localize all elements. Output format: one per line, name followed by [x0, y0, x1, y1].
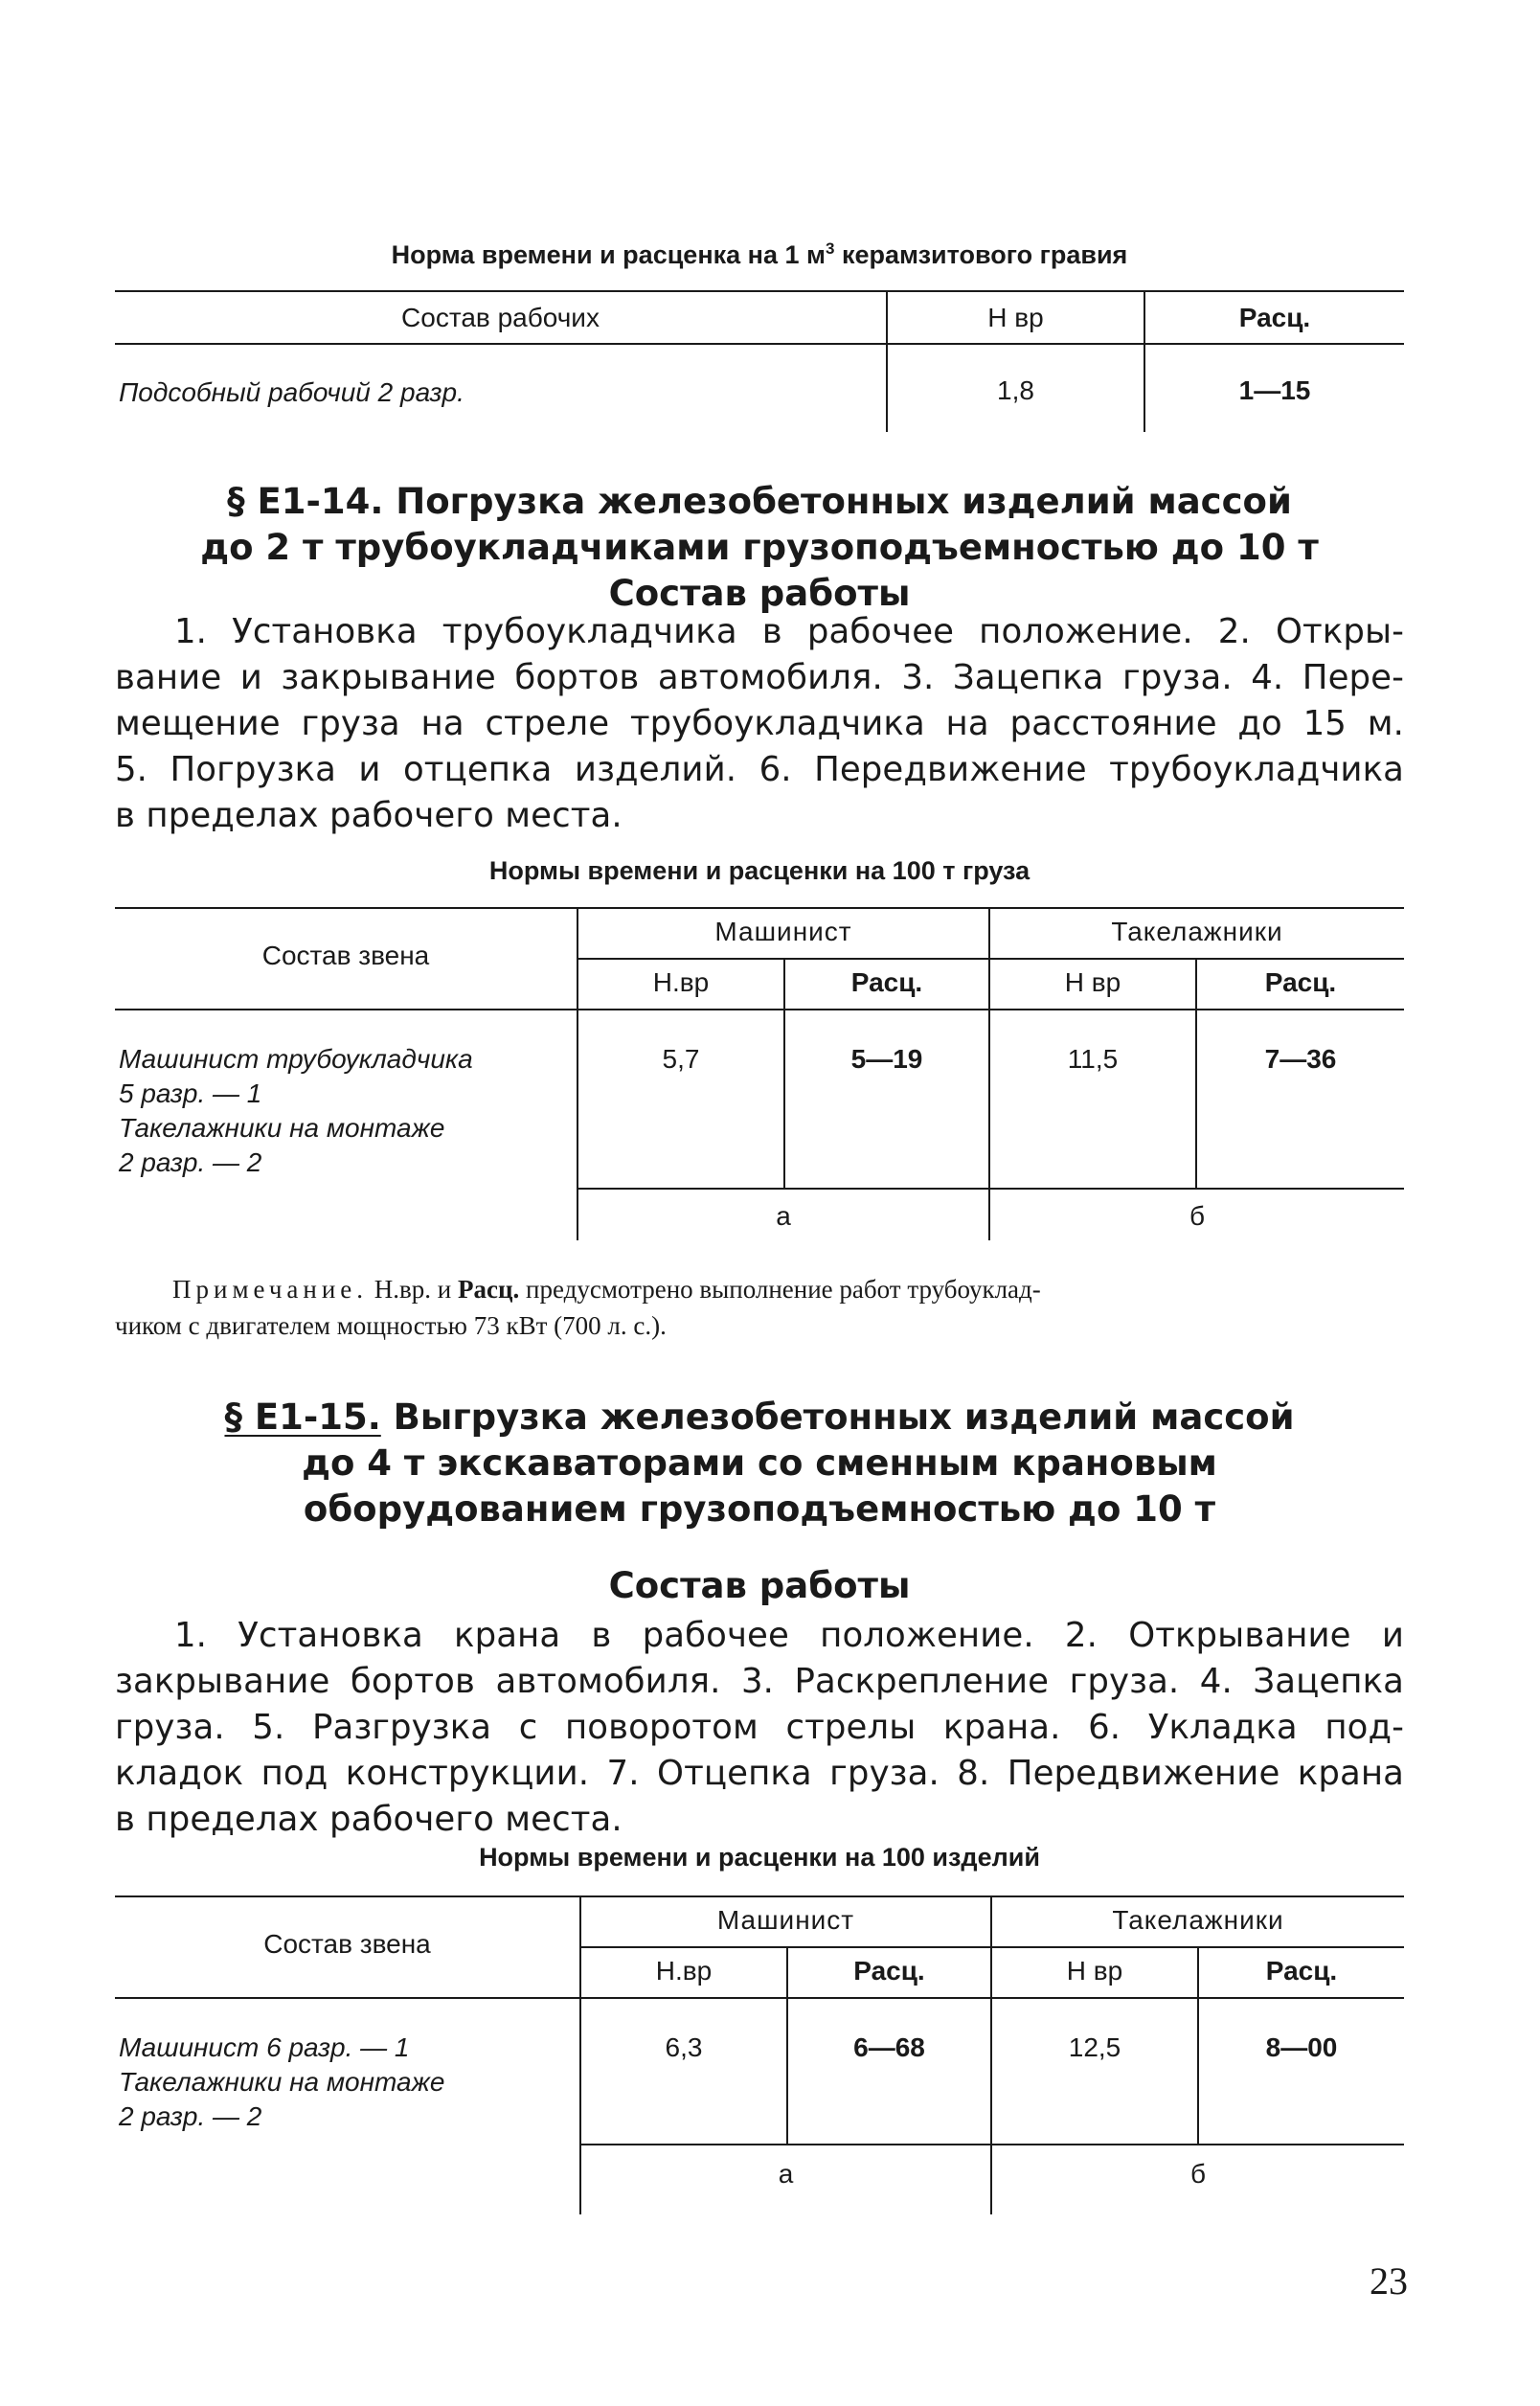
table3-value: 12,5 [1068, 2032, 1121, 2062]
table1-header-rule [115, 343, 1404, 345]
table2-sub-time: Н.вр [652, 967, 710, 997]
section15-body [115, 1613, 1404, 1843]
section15-title-line: Выгрузка железобетонных изделий массой [380, 1396, 1295, 1438]
section14-body-line: мещение груза на стреле трубоукладчика на расстояние до 15 м. [115, 704, 1404, 743]
table2-group-operator: Машинист [714, 917, 852, 946]
note-text: Н.вр. и [368, 1275, 458, 1304]
table1-caption: Норма времени и расценка на 1 $м^3$ керамзитового гравия [391, 239, 1128, 269]
section14-body-line: в пределах рабочего места. [115, 796, 623, 835]
section14-body-line: 1. Установка трубоукладчика в рабочее положение. 2. Откры- [174, 612, 1404, 651]
table1-row-time: 1,8 [997, 375, 1034, 405]
section15-title-prefix: § Е1-15. [224, 1396, 381, 1438]
section14-title-line: § Е1-14. Погрузка железобетонных изделий массой [227, 481, 1292, 522]
section15-body-line: 1. Установка крана в рабочее положение. 2. Открывание и [174, 1616, 1404, 1655]
section15-title-line: до 4 т экскаваторами со сменным крановым [302, 1442, 1217, 1484]
table1-header-time: Н вр [987, 303, 1044, 332]
table3-value: 6—68 [853, 2032, 925, 2062]
table2-sub-rate: Расц. [1264, 967, 1337, 997]
composition-line: Такелажники на монтаже [119, 2067, 445, 2097]
table3-footer-b: б [1189, 2159, 1207, 2189]
section15-subtitle: Состав работы [608, 1565, 911, 1606]
table2-footer-rule [577, 1188, 1404, 1190]
table2-value: 5—19 [850, 1044, 923, 1074]
section14-title [115, 479, 1404, 617]
table3-value: 8—00 [1265, 2032, 1338, 2062]
section14-subtitle: Состав работы [608, 573, 911, 614]
note-line2: чиком с двигателем мощностью 73 кВт (700 л. с.). [115, 1311, 667, 1340]
table1-row-composition: Подсобный рабочий 2 разр. [119, 377, 464, 407]
table2-group-riggers: Такелажники [1111, 917, 1283, 946]
section15-body-line: закрывание бортов автомобиля. 3. Раскрепление груза. 4. Зацепка [115, 1662, 1404, 1701]
table3-footer-a: а [778, 2159, 794, 2189]
table3-sub-time: Н вр [1066, 1956, 1123, 1986]
table3-group-operator: Машинист [716, 1905, 855, 1935]
table1-header-composition: Состав рабочих [401, 303, 600, 332]
table3-top-rule [115, 1895, 1404, 1897]
table2-header-composition: Состав звена [261, 941, 430, 970]
note-label: Примечание. [172, 1275, 369, 1304]
section15-title [115, 1395, 1404, 1532]
section14-body-line: вание и закрывание бортов автомобиля. 3. Зацепка груза. 4. Пере- [115, 658, 1404, 697]
table2-value: 11,5 [1067, 1044, 1119, 1074]
table1-header-rate: Расц. [1238, 303, 1311, 332]
composition-line: Такелажники на монтаже [119, 1113, 445, 1143]
table2-group-rule [577, 958, 1404, 960]
composition-line: 2 разр. — 2 [119, 1147, 262, 1177]
composition-line: Машинист 6 разр. — 1 [119, 2032, 410, 2062]
section15-body-line: в пределах рабочего места. [115, 1800, 623, 1839]
section14-body-line: 5. Погрузка и отцепка изделий. 6. Передвижение трубоукладчика [115, 750, 1404, 789]
section14-title-line: до 2 т трубоукладчиками грузоподъемностью до 10 т [200, 527, 1319, 568]
table3-group-riggers: Такелажники [1112, 1905, 1284, 1935]
table3-composition [119, 2031, 573, 2134]
table3-header-rule [115, 1997, 1404, 1999]
table3-caption: Нормы времени и расценки на 100 изделий [479, 1843, 1040, 1872]
table2-value: 5,7 [662, 1044, 700, 1074]
table2-sub-time: Н вр [1064, 967, 1121, 997]
composition-line: Машинист трубоукладчика [119, 1044, 473, 1074]
table2-sub-rate: Расц. [850, 967, 923, 997]
table2-composition [119, 1042, 569, 1180]
table3-sub-rate: Расц. [853, 1956, 925, 1986]
table2-header-rule [115, 1009, 1404, 1010]
page-number: 23 [1370, 2259, 1408, 2303]
table3-header-composition: Состав звена [263, 1929, 431, 1959]
table3-sub-rate: Расц. [1265, 1956, 1338, 1986]
table2-footer-a: а [776, 1201, 791, 1231]
section14-body [115, 609, 1404, 839]
table1-top-rule [115, 290, 1404, 292]
note-text: предусмотрено выполнение работ трубоуклад- [519, 1275, 1041, 1304]
table3-sub-time: Н.вр [655, 1956, 713, 1986]
section15-title-line: оборудованием грузоподъемностью до 10 т [303, 1488, 1216, 1530]
table3-value: 6,3 [665, 2032, 703, 2062]
composition-line: 2 разр. — 2 [119, 2101, 262, 2131]
table2-value: 7—36 [1264, 1044, 1337, 1074]
composition-line: 5 разр. — 1 [119, 1078, 262, 1108]
table2-caption: Нормы времени и расценки на 100 т груза [488, 856, 1030, 885]
table2-top-rule [115, 907, 1404, 909]
note-bold-text: Расц. [458, 1275, 520, 1304]
table1-row-rate: 1—15 [1238, 375, 1311, 405]
section14-note [115, 1271, 1408, 1344]
section15-body-line: кладок под конструкции. 7. Отцепка груза. 8. Передвижение крана [115, 1754, 1404, 1793]
table2-footer-b: б [1189, 1201, 1206, 1231]
section15-body-line: груза. 5. Разгрузка с поворотом стрелы крана. 6. Укладка под- [115, 1708, 1404, 1747]
